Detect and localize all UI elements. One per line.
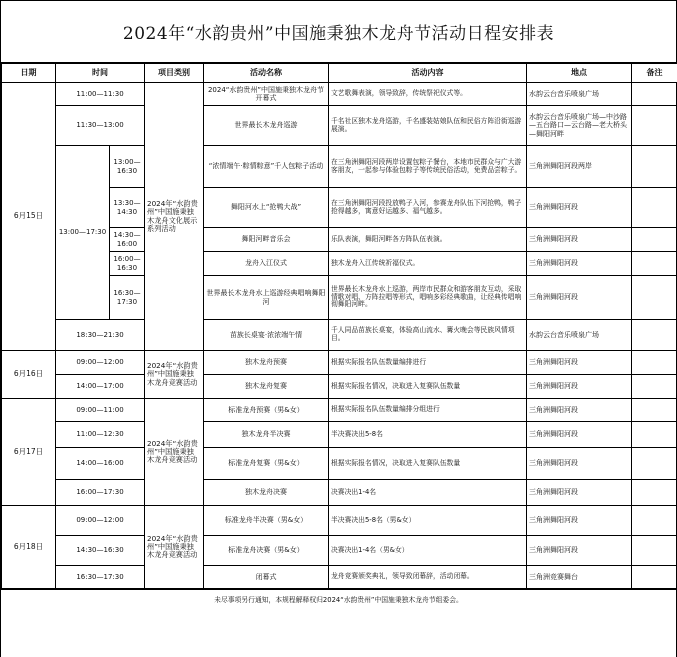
location-cell: 三角洲舞阳河段 [527,188,632,228]
footnote: 未尽事项另行通知，本规程解释权归2024“水韵贵州”中国施秉独木龙舟节组委会。 [1,589,676,608]
time-cell: 11:00—12:30 [56,422,145,448]
remark-cell [632,146,677,188]
schedule-table [1,63,677,589]
remark-cell [632,351,677,375]
activity-content-cell: 根据实际报名队伍数量编排进行 [329,351,527,375]
activity-content-cell: 世界最长木龙舟水上巡游，两岸市民群众和游客朋友互动，采取情歌对唱、方阵拉唱等形式，唱响多彩经典歌曲，让经典传唱响彻舞阳河畔。 [329,276,527,320]
remark-cell [632,480,677,506]
table-row [2,536,677,566]
time-cell: 13:30—14:30 [110,188,145,228]
remark-cell [632,448,677,480]
location-cell: 三角洲舞阳河段两岸 [527,146,632,188]
activity-name-cell: 标准龙舟复赛（男&女） [204,448,329,480]
activity-name-cell: 独木龙舟半决赛 [204,422,329,448]
location-cell: 三角洲舞阳河段 [527,399,632,422]
activity-content-cell: 千人同品苗族长桌宴，体验高山流水、篝火晚会等民族风情项目。 [329,320,527,351]
remark-cell [632,252,677,276]
activity-content-cell: 在三角洲舞阳河段投放鸭子入河，参赛龙舟队伍下河抢鸭，鸭子抢得越多，寓意好运越多、福气越多。 [329,188,527,228]
remark-cell [632,320,677,351]
remark-cell [632,188,677,228]
location-cell: 三角洲舞阳河段 [527,375,632,399]
category-cell: 2024年“水韵贵州”中国施秉独木龙舟文化展示系列活动 [145,83,204,351]
table-row [2,375,677,399]
location-cell: 三角洲舞阳河段 [527,480,632,506]
header-category: 项目类别 [145,64,204,83]
header-activity-content: 活动内容 [329,64,527,83]
activity-content-cell: 半决赛决出5-8名 [329,422,527,448]
location-cell: 水韵云台音乐喷泉广场—中沙路—五台路口—云台路—老大桥头—舞阳河畔 [527,106,632,146]
activity-content-cell: 文艺歌舞表演，领导致辞，传统祭祀仪式等。 [329,83,527,106]
time-cell: 14:00—17:00 [56,375,145,399]
activity-content-cell: 千名社区独木龙舟巡游，千名盛装姑娘队伍和民俗方阵沿街巡游展演。 [329,106,527,146]
header-activity-name: 活动名称 [204,64,329,83]
time-cell: 14:30—16:30 [56,536,145,566]
remark-cell [632,566,677,589]
category-cell: 2024年“水韵贵州”中国施秉独木龙舟竞赛活动 [145,399,204,506]
activity-content-cell: 根据实际报名情况，决取进入复赛队伍数量 [329,375,527,399]
location-cell: 三角洲舞阳河段 [527,228,632,252]
activity-name-cell: 舞阳河畔音乐会 [204,228,329,252]
header-row [2,64,677,83]
activity-name-cell: 2024“水韵贵州”中国施秉独木龙舟节开幕式 [204,83,329,106]
header-remark: 备注 [632,64,677,83]
date-cell: 6月18日 [2,506,56,589]
time-cell: 16:30—17:30 [110,276,145,320]
location-cell: 三角洲舞阳河段 [527,351,632,375]
location-cell: 三角洲舞阳河段 [527,422,632,448]
date-cell: 6月15日 [2,83,56,351]
activity-name-cell: “浓情端午·粽情粽意”千人包粽子活动 [204,146,329,188]
date-cell: 6月17日 [2,399,56,506]
time-cell: 11:00—11:30 [56,83,145,106]
table-row [2,351,677,375]
table-row [2,422,677,448]
time-cell: 16:00—16:30 [110,252,145,276]
time-cell: 14:30—16:00 [110,228,145,252]
remark-cell [632,228,677,252]
activity-content-cell: 独木龙舟入江传统祈福仪式。 [329,252,527,276]
header-location: 地点 [527,64,632,83]
activity-content-cell: 决赛决出1-4名（男&女） [329,536,527,566]
activity-name-cell: 世界最长木龙舟巡游 [204,106,329,146]
location-cell: 水韵云台音乐喷泉广场 [527,83,632,106]
table-row [2,399,677,422]
activity-content-cell: 龙舟竞赛颁奖典礼，领导致闭幕辞，活动闭幕。 [329,566,527,589]
activity-name-cell: 标准龙舟半决赛（男&女） [204,506,329,536]
remark-cell [632,375,677,399]
location-cell: 三角洲舞阳河段 [527,536,632,566]
location-cell: 三角洲竞赛舞台 [527,566,632,589]
category-cell: 2024年“水韵贵州”中国施秉独木龙舟竞赛活动 [145,351,204,399]
activity-name-cell: 龙舟入江仪式 [204,252,329,276]
activity-name-cell: 舞阳河水上“抢鸭大战” [204,188,329,228]
activity-name-cell: 标准龙舟预赛（男&女） [204,399,329,422]
activity-name-cell: 世界最长木龙舟水上巡游经典唱响舞阳河 [204,276,329,320]
time-cell: 09:00—11:00 [56,399,145,422]
time-cell: 09:00—12:00 [56,351,145,375]
location-cell: 水韵云台音乐喷泉广场 [527,320,632,351]
table-row [2,146,677,188]
time-cell: 16:30—17:30 [56,566,145,589]
remark-cell [632,106,677,146]
time-range-cell: 13:00—17:30 [56,146,110,320]
remark-cell [632,399,677,422]
remark-cell [632,506,677,536]
table-row [2,106,677,146]
activity-name-cell: 独木龙舟预赛 [204,351,329,375]
remark-cell [632,83,677,106]
page-title: 2024年“水韵贵州”中国施秉独木龙舟节活动日程安排表 [1,0,676,63]
table-row [2,320,677,351]
time-cell: 13:00—16:30 [110,146,145,188]
remark-cell [632,536,677,566]
activity-content-cell: 半决赛决出5-8名（男&女） [329,506,527,536]
time-cell: 09:00—12:00 [56,506,145,536]
time-cell: 14:00—16:00 [56,448,145,480]
activity-content-cell: 决赛决出1-4名 [329,480,527,506]
remark-cell [632,276,677,320]
location-cell: 三角洲舞阳河段 [527,252,632,276]
header-date: 日期 [2,64,56,83]
table-row [2,448,677,480]
remark-cell [632,422,677,448]
table-row [2,566,677,589]
activity-name-cell: 标准龙舟决赛（男&女） [204,536,329,566]
time-cell: 11:30—13:00 [56,106,145,146]
activity-content-cell: 根据实际报名情况，决取进入复赛队伍数量 [329,448,527,480]
activity-name-cell: 闭幕式 [204,566,329,589]
activity-content-cell: 乐队表演，舞阳河畔各方阵队伍表演。 [329,228,527,252]
location-cell: 三角洲舞阳河段 [527,448,632,480]
activity-content-cell: 根据实际报名队伍数量编排分组进行 [329,399,527,422]
table-row [2,480,677,506]
time-cell: 16:00—17:30 [56,480,145,506]
activity-name-cell: 独木龙舟复赛 [204,375,329,399]
activity-content-cell: 在三角洲舞阳河段两岸设置包粽子餐台，本地市民群众与广大游客朋友，一起参与体验包粽子等传统民俗活动，免费品尝粽子。 [329,146,527,188]
activity-name-cell: 苗族长桌宴·浓浓端午情 [204,320,329,351]
location-cell: 三角洲舞阳河段 [527,506,632,536]
activity-name-cell: 独木龙舟决赛 [204,480,329,506]
time-cell: 18:30—21:30 [56,320,145,351]
table-row [2,83,677,106]
date-cell: 6月16日 [2,351,56,399]
header-time: 时间 [56,64,145,83]
location-cell: 三角洲舞阳河段 [527,276,632,320]
category-cell: 2024年“水韵贵州”中国施秉独木龙舟竞赛活动 [145,506,204,589]
table-row [2,506,677,536]
